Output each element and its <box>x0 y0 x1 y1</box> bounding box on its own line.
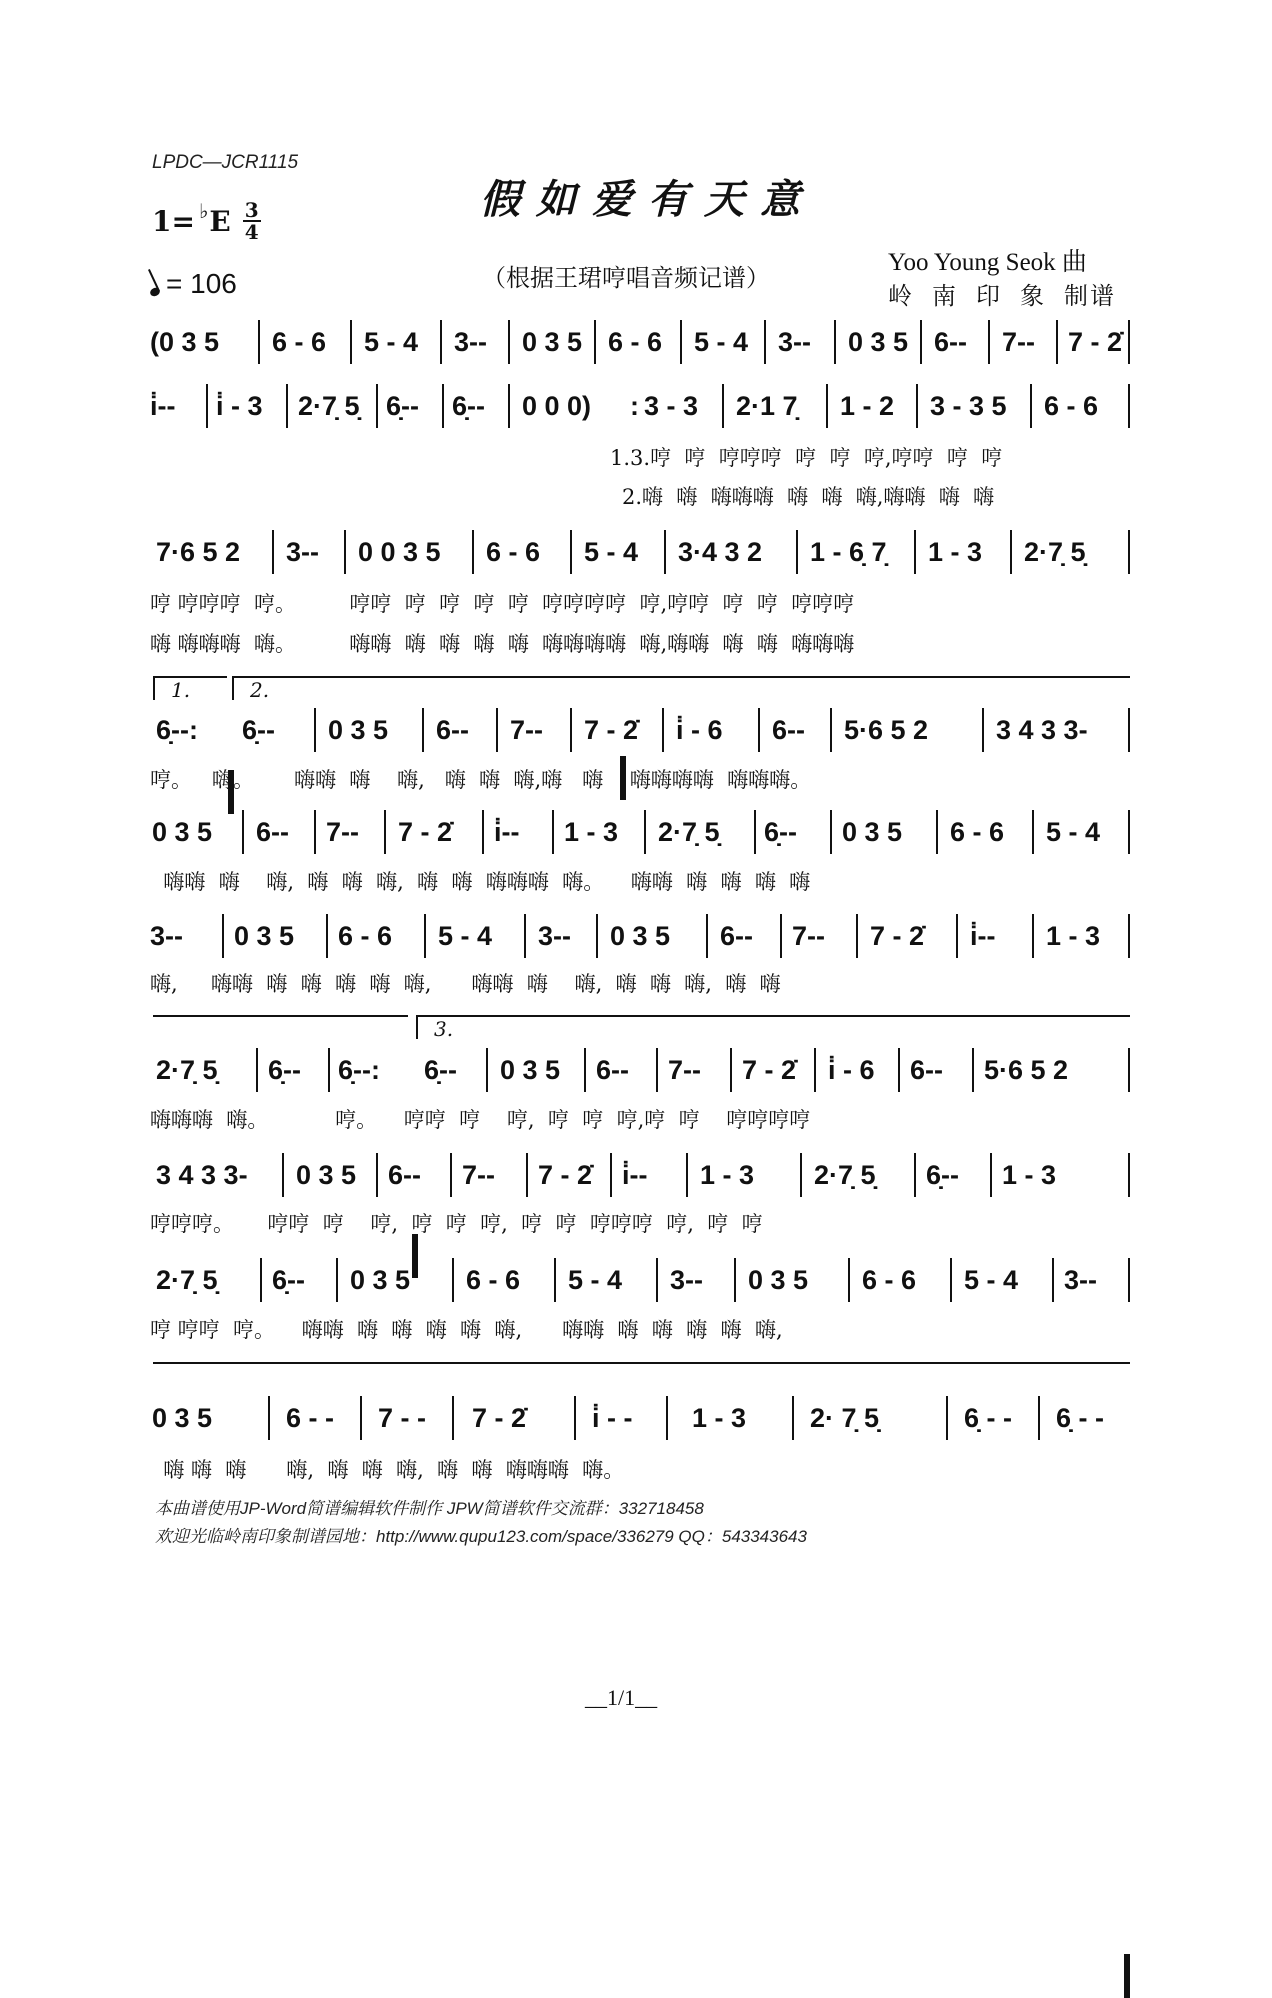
arranger-credit <box>888 276 1116 311</box>
measure: 6 - 6 <box>1044 390 1099 421</box>
barline <box>526 1153 528 1197</box>
time-signature <box>243 200 261 242</box>
barline <box>452 1396 454 1440</box>
measure: (0 3 5 <box>150 326 220 357</box>
measure: 0 3 5 <box>152 816 213 847</box>
measure: 7 - 2̇ <box>472 1402 527 1433</box>
page-number: __1/1__ <box>585 1685 658 1710</box>
measure: i̇-- <box>970 920 996 951</box>
measure: 5 - 4 <box>584 536 639 567</box>
measure: 6̣-- <box>926 1159 959 1190</box>
lyrics-verse: 嗨嗨 嗨 嗨, 嗨 嗨 嗨, 嗨 嗨 嗨嗨嗨 嗨。 嗨嗨 嗨 嗨 嗨 嗨 <box>150 870 811 894</box>
barline <box>570 530 572 574</box>
arranger-name: 岭南印象 <box>888 282 1064 310</box>
measure: i̇ - - <box>592 1402 633 1433</box>
barline <box>920 320 922 364</box>
measure: 6̣-- <box>272 1264 305 1295</box>
barline <box>936 810 938 854</box>
measure: 6 - - <box>286 1402 335 1433</box>
barline <box>1128 708 1130 752</box>
barline <box>644 810 646 854</box>
barline <box>344 530 346 574</box>
barline <box>988 320 990 364</box>
measure: 5 - 4 <box>1046 816 1101 847</box>
barline <box>242 810 244 854</box>
measure: 6̣-- <box>424 1054 457 1085</box>
key-prefix: 1= <box>152 204 195 238</box>
measure: 7 - 2̇ <box>742 1054 797 1085</box>
barline <box>780 914 782 958</box>
key-signature <box>152 200 261 242</box>
measure: 3 4 3 3- <box>156 1159 248 1190</box>
barline <box>574 1396 576 1440</box>
measure: 7-- <box>326 816 359 847</box>
barline <box>282 1153 284 1197</box>
measure: 3-- <box>454 326 487 357</box>
measure: 6̣ - - <box>964 1402 1013 1433</box>
barline <box>1128 530 1130 574</box>
lyrics-verse: 嗨嗨嗨 嗨。 哼。 哼哼 哼 哼, 哼 哼 哼,哼 哼 哼哼哼哼 <box>150 1108 811 1132</box>
measure: 2· 7̣ 5̣ <box>810 1402 880 1433</box>
barline <box>206 384 208 428</box>
measure: 6 - 6 <box>608 326 663 357</box>
measure: 0 3 5 <box>500 1054 561 1085</box>
barline <box>256 1048 258 1092</box>
barline <box>914 1153 916 1197</box>
measure: 1 - 3 <box>1046 920 1101 951</box>
barline <box>1032 810 1034 854</box>
measure: 7·6 5 2 <box>156 536 241 567</box>
measure: 7 - 2̇ <box>398 816 453 847</box>
staff-row-9 <box>150 1258 1130 1306</box>
lyrics-verse-1: 哼 哼哼哼 哼。 哼哼 哼 哼 哼 哼 哼哼哼哼 哼,哼哼 哼 哼 哼哼哼 <box>150 592 855 616</box>
barline <box>422 708 424 752</box>
barline <box>258 320 260 364</box>
measure: 5 - 4 <box>568 1264 623 1295</box>
measure: 6̣--: <box>338 1054 380 1085</box>
barline <box>360 1396 362 1440</box>
barline <box>982 708 984 752</box>
measure: 6 - 6 <box>486 536 541 567</box>
time-denominator: 4 <box>244 220 259 244</box>
barline <box>856 914 858 958</box>
staff-row-5 <box>150 810 1130 858</box>
measure: 6̣-- <box>268 1054 301 1085</box>
barline <box>508 384 510 428</box>
measure: 1 - 2 <box>840 390 895 421</box>
barline <box>314 708 316 752</box>
barline <box>1010 530 1012 574</box>
measure: 6-- <box>934 326 967 357</box>
staff-row-2 <box>150 384 1130 432</box>
barline <box>664 530 666 574</box>
measure: 0 3 5 <box>522 326 583 357</box>
barline <box>1128 1048 1130 1092</box>
measure: 0 0 3 5 <box>358 536 441 567</box>
measure: 5·6 5 2 <box>844 714 929 745</box>
barline <box>1032 914 1034 958</box>
lyrics-verse-2: 嗨 嗨嗨嗨 嗨。 嗨嗨 嗨 嗨 嗨 嗨 嗨嗨嗨嗨 嗨,嗨嗨 嗨 嗨 嗨嗨嗨 <box>150 632 855 656</box>
score-code: LPDC—JCR1115 <box>152 152 299 173</box>
measure: 1 - 3 <box>700 1159 755 1190</box>
barline <box>990 1153 992 1197</box>
arranger-suffix: 制谱 <box>1064 282 1116 310</box>
barline <box>764 320 766 364</box>
barline <box>450 1153 452 1197</box>
measure: 0 3 5 <box>610 920 671 951</box>
key-note: E <box>209 204 231 238</box>
barline <box>916 384 918 428</box>
repeat-dots: : <box>630 390 639 421</box>
measure: 0 3 5 <box>152 1402 213 1433</box>
barline <box>1128 1153 1130 1197</box>
measure: 0 3 5 <box>842 816 903 847</box>
measure: 2·7̣ 5̣ <box>298 390 360 421</box>
measure: 6̣--: <box>156 714 198 745</box>
barline <box>584 1048 586 1092</box>
barline <box>834 320 836 364</box>
measure: 6-- <box>388 1159 421 1190</box>
barline <box>286 384 288 428</box>
barline <box>452 1258 454 1302</box>
measure: 7 - 2̇ <box>538 1159 593 1190</box>
barline <box>1128 810 1130 854</box>
measure: i̇-- <box>150 390 176 421</box>
barline <box>796 530 798 574</box>
measure: 1 - 3 <box>692 1402 747 1433</box>
subtitle: （根据王珺哼唱音频记谱） <box>482 264 770 292</box>
measure: 7-- <box>792 920 825 951</box>
lyrics-verse-2: 2.嗨 嗨 嗨嗨嗨 嗨 嗨 嗨,嗨嗨 嗨 嗨 <box>622 485 995 509</box>
measure: 3 4 3 3- <box>996 714 1088 745</box>
measure: 0 0 0) <box>522 390 592 421</box>
measure: 5 - 4 <box>694 326 749 357</box>
lyrics-verse-1: 1.3.哼 哼 哼哼哼 哼 哼 哼,哼哼 哼 哼 <box>610 446 1003 470</box>
barline <box>496 708 498 752</box>
measure: 7 - 2̇ <box>870 920 925 951</box>
barline <box>376 1153 378 1197</box>
measure: 7 - 2̇ <box>584 714 639 745</box>
barline <box>376 384 378 428</box>
barline <box>656 1048 658 1092</box>
coda-line <box>153 1362 1130 1364</box>
volta-bracket-3: 3. <box>416 1015 1130 1039</box>
barline <box>950 1258 952 1302</box>
measure: i̇ - 3 <box>216 390 263 421</box>
barline <box>596 914 598 958</box>
measure: 7-- <box>668 1054 701 1085</box>
barline <box>666 1396 668 1440</box>
measure: 3 - 3 5 <box>930 390 1007 421</box>
footer-website-note: 欢迎光临岭南印象制谱园地：http://www.qupu123.com/space/336279 QQ：543343643 <box>155 1527 807 1546</box>
measure: i̇ - 6 <box>676 714 723 745</box>
barline <box>734 1258 736 1302</box>
measure: 1 - 3 <box>564 816 619 847</box>
barline <box>826 384 828 428</box>
measure: 7-- <box>510 714 543 745</box>
staff-row-7 <box>150 1048 1130 1096</box>
measure: 1 - 3 <box>1002 1159 1057 1190</box>
lyrics-verse: 哼 哼哼 哼。 嗨嗨 嗨 嗨 嗨 嗨 嗨, 嗨嗨 嗨 嗨 嗨 嗨 嗨, <box>150 1318 783 1342</box>
barline <box>482 810 484 854</box>
barline <box>1052 1258 1054 1302</box>
barline <box>722 384 724 428</box>
measure: 1 - 6̣ 7̣ <box>810 536 887 567</box>
final-barline <box>1124 1954 1130 1998</box>
measure: 0 3 5 <box>748 1264 809 1295</box>
barline <box>554 1258 556 1302</box>
measure: 2·7̣ 5̣ <box>1024 536 1086 567</box>
staff-row-4 <box>150 708 1130 756</box>
tempo-marking <box>150 268 237 300</box>
barline <box>898 1048 900 1092</box>
barline <box>472 530 474 574</box>
volta-bracket-1: 1. <box>153 676 227 700</box>
measure: 6-- <box>720 920 753 951</box>
measure: i̇-- <box>494 816 520 847</box>
lyrics-verse: 哼哼哼。 哼哼 哼 哼, 哼 哼 哼, 哼 哼 哼哼哼 哼, 哼 哼 <box>150 1212 763 1236</box>
measure: 6 - 6 <box>338 920 393 951</box>
barline <box>972 1048 974 1092</box>
lyrics-verse: 嗨 嗨 嗨 嗨, 嗨 嗨 嗨, 嗨 嗨 嗨嗨嗨 嗨。 <box>150 1458 625 1482</box>
barline <box>508 320 510 364</box>
measure: 6̣-- <box>386 390 419 421</box>
staff-row-1 <box>150 320 1130 368</box>
measure: 5 - 4 <box>364 326 419 357</box>
measure: 0 3 5 <box>234 920 295 951</box>
barline <box>1128 914 1130 958</box>
barline <box>814 1048 816 1092</box>
barline <box>272 530 274 574</box>
barline <box>914 530 916 574</box>
barline <box>314 810 316 854</box>
barline <box>680 320 682 364</box>
barline <box>758 708 760 752</box>
measure: 6-- <box>596 1054 629 1085</box>
tempo-value: = 106 <box>166 268 237 299</box>
composer-credit: Yoo Young Seok 曲 <box>888 249 1087 276</box>
measure: 3-- <box>538 920 571 951</box>
barline <box>656 1258 658 1302</box>
lyrics-verse: 嗨, 嗨嗨 嗨 嗨 嗨 嗨 嗨, 嗨嗨 嗨 嗨, 嗨 嗨 嗨, 嗨 嗨 <box>150 972 781 996</box>
flat-icon: ♭ <box>198 199 209 223</box>
measure: 2·7̣ 5̣ <box>156 1264 218 1295</box>
measure: 6-- <box>910 1054 943 1085</box>
barline <box>610 1153 612 1197</box>
measure: 6 - 6 <box>950 816 1005 847</box>
barline <box>1128 320 1130 364</box>
quarter-note-icon <box>149 286 161 297</box>
time-numerator: 3 <box>244 198 259 222</box>
barline <box>326 914 328 958</box>
volta-bracket-2: 2. <box>232 676 1130 700</box>
measure: 6-- <box>772 714 805 745</box>
barline <box>730 1048 732 1092</box>
barline <box>946 1396 948 1440</box>
barline <box>754 810 756 854</box>
barline <box>424 914 426 958</box>
barline <box>384 810 386 854</box>
staff-row-6 <box>150 914 1130 962</box>
barline <box>486 1048 488 1092</box>
barline <box>336 1258 338 1302</box>
measure: 0 3 5 <box>328 714 389 745</box>
barline <box>800 1153 802 1197</box>
barline <box>1056 320 1058 364</box>
measure: 3-- <box>286 536 319 567</box>
page-title: 假如爱有天意 <box>480 176 816 223</box>
barline <box>792 1396 794 1440</box>
measure: i̇-- <box>622 1159 648 1190</box>
barline <box>956 914 958 958</box>
measure: 3-- <box>150 920 183 951</box>
barline <box>830 810 832 854</box>
barline <box>268 1396 270 1440</box>
barline <box>662 708 664 752</box>
barline <box>552 810 554 854</box>
barline <box>848 1258 850 1302</box>
measure: 2·7̣ 5̣ <box>814 1159 876 1190</box>
measure: 6 - 6 <box>272 326 327 357</box>
barline <box>706 914 708 958</box>
barline <box>350 320 352 364</box>
barline <box>1030 384 1032 428</box>
measure: 6̣ - - <box>1056 1402 1105 1433</box>
measure: i̇ - 6 <box>828 1054 875 1085</box>
measure: 1 - 3 <box>928 536 983 567</box>
barline <box>328 1048 330 1092</box>
measure: 7-- <box>1002 326 1035 357</box>
footer-software-note: 本曲谱使用JP-Word简谱编辑软件制作 JPW简谱软件交流群：332718458 <box>155 1499 704 1518</box>
measure: 6̣-- <box>452 390 485 421</box>
measure: 6-- <box>256 816 289 847</box>
staff-row-10 <box>150 1396 1130 1444</box>
measure: 3·4 3 2 <box>678 536 763 567</box>
measure: 0 3 5 <box>296 1159 357 1190</box>
measure: 0 3 5 <box>848 326 909 357</box>
barline <box>440 320 442 364</box>
measure: 6-- <box>436 714 469 745</box>
measure: 6 - 6 <box>466 1264 521 1295</box>
measure: 2·7̣ 5̣ <box>156 1054 218 1085</box>
barline <box>1128 384 1130 428</box>
barline <box>1128 1258 1130 1302</box>
barline <box>222 914 224 958</box>
barline <box>524 914 526 958</box>
measure: 7 - 2̇ <box>1068 326 1123 357</box>
volta-line <box>153 1015 408 1017</box>
lyrics-verse: 哼。 嗨。 嗨嗨 嗨 嗨, 嗨 嗨 嗨,嗨 嗨 嗨嗨嗨嗨 嗨嗨嗨。 <box>150 768 812 792</box>
measure: 2·1 7̣ <box>736 390 798 421</box>
measure: 5 - 4 <box>964 1264 1019 1295</box>
measure: 6̣-- <box>764 816 797 847</box>
measure: 3-- <box>778 326 811 357</box>
barline <box>594 320 596 364</box>
measure: 3 - 3 <box>644 390 699 421</box>
measure: 7 - - <box>378 1402 427 1433</box>
measure: 2·7̣ 5̣ <box>658 816 720 847</box>
barline <box>830 708 832 752</box>
measure: 6̣-- <box>242 714 275 745</box>
barline <box>442 384 444 428</box>
measure: 6 - 6 <box>862 1264 917 1295</box>
measure: 5 - 4 <box>438 920 493 951</box>
measure: 5·6 5 2 <box>984 1054 1069 1085</box>
barline <box>260 1258 262 1302</box>
barline <box>570 708 572 752</box>
barline <box>1038 1396 1040 1440</box>
staff-row-8 <box>150 1153 1130 1201</box>
barline <box>686 1153 688 1197</box>
measure: 7-- <box>462 1159 495 1190</box>
measure: 0 3 5 <box>350 1264 411 1295</box>
measure: 3-- <box>670 1264 703 1295</box>
measure: 3-- <box>1064 1264 1097 1295</box>
staff-row-3 <box>150 530 1130 578</box>
